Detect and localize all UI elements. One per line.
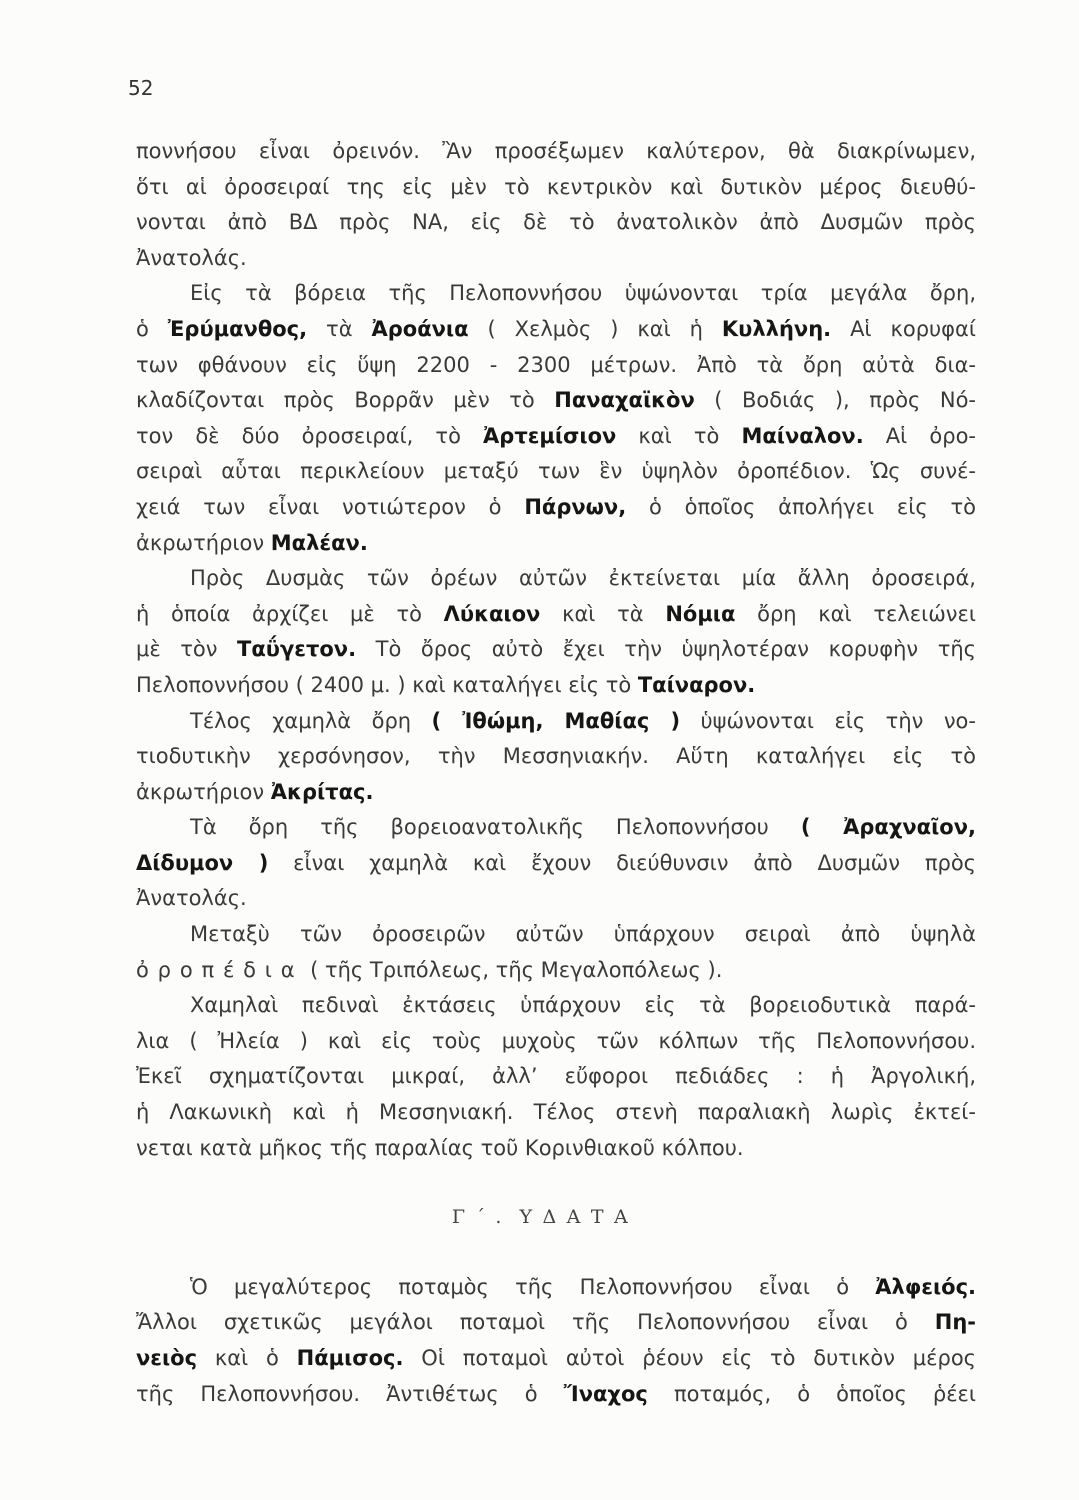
bold-term: Δίδυμον ) — [136, 850, 269, 875]
text-run: Τέλος χαμηλὰ ὄρη — [190, 708, 432, 733]
text-line — [136, 1270, 976, 1306]
bold-term: Νόμια — [665, 601, 736, 626]
text-run: νονται ἀπὸ ΒΔ πρὸς ΝΑ, εἰς δὲ τὸ ἀνατολικὸν ἀπὸ Δυσμῶν πρὸς — [136, 210, 976, 235]
text-line — [136, 1341, 976, 1377]
text-run: Τὰ ὄρη τῆς βορειοανατολικῆς Πελοποννήσου — [190, 815, 801, 840]
bold-term: Ταίναρον. — [637, 672, 756, 697]
text-line — [136, 704, 976, 740]
text-line — [136, 846, 976, 882]
text-line — [136, 241, 976, 277]
text-line — [136, 810, 976, 846]
text-line — [136, 953, 976, 989]
text-line — [136, 917, 976, 953]
paragraph — [136, 561, 976, 703]
text-run: νεται κατὰ μῆκος τῆς παραλίας τοῦ Κορινθιακοῦ κόλπου. — [136, 1135, 744, 1160]
text-run: τὰ — [307, 316, 372, 341]
text-line — [136, 205, 976, 241]
text-line — [136, 739, 976, 775]
letterspaced-term: ὀροπέδια — [136, 957, 304, 982]
text-line — [136, 1377, 976, 1413]
bold-term: ( Ἰθώμη, Μαθίας ) — [431, 708, 681, 733]
text-line — [136, 454, 976, 490]
text-run: τῆς Πελοποννήσου. Ἀντιθέτως ὁ — [136, 1381, 564, 1406]
bold-term: Παναχαϊκὸν — [554, 388, 695, 413]
text-line — [136, 1095, 976, 1131]
paragraph — [136, 810, 976, 917]
text-line — [136, 348, 976, 384]
text-run: Πρὸς Δυσμὰς τῶν ὀρέων αὐτῶν ἐκτείνεται μία ἄλλη ὀροσειρά, — [190, 566, 976, 591]
text-line — [136, 632, 976, 668]
text-run: ὁ ὁποῖος ἀπολήγει εἰς τὸ — [626, 494, 976, 519]
text-run: ὄρη καὶ τελειώνει — [735, 601, 976, 626]
text-run: Οἱ ποταμοὶ αὐτοὶ ῥέουν εἰς τὸ δυτικὸν μέρος — [403, 1346, 977, 1370]
text-line — [136, 490, 976, 526]
text-line — [136, 1131, 976, 1167]
paragraph — [136, 704, 976, 811]
text-run: ἡ Λακωνικὴ καὶ ἡ Μεσσηνιακή. Τέλος στενὴ παραλιακὴ λωρὶς ἐκτεί- — [136, 1100, 976, 1125]
section-number: Γ΄. — [451, 1206, 512, 1229]
text-run: Μεταξὺ τῶν ὀροσειρῶν αὐτῶν ὑπάρχουν σειραὶ ἀπὸ ὑψηλὰ — [190, 922, 976, 947]
text-run: εἶναι χαμηλὰ καὶ ἔχουν διεύθυνσιν ἀπὸ Δυσμῶν πρὸς — [268, 850, 976, 875]
text-run: τιοδυτικὴν χερσόνησον, τὴν Μεσσηνιακήν. Αὕτη καταλήγει εἰς τὸ — [136, 744, 976, 769]
paragraph — [136, 917, 976, 988]
text-run: ἡ ὁποία ἀρχίζει μὲ τὸ — [136, 601, 444, 626]
text-run: Πελοποννήσου ( 2400 μ. ) καὶ καταλήγει εἰς τὸ — [136, 672, 638, 697]
text-run: ὑψώνονται εἰς τὴν νο- — [680, 708, 976, 733]
bold-term: Λύκαιον — [443, 601, 541, 626]
text-run: κλαδίζονται πρὸς Βορρᾶν μὲν τὸ — [136, 388, 555, 413]
text-run: Αἱ κορυφαί — [831, 316, 976, 341]
text-run: ἀκρωτήριον — [136, 530, 271, 555]
bold-term: Ἀρτεμίσιον — [483, 423, 617, 448]
page-number: 52 — [128, 76, 154, 100]
text-line — [136, 419, 976, 455]
text-line — [136, 312, 976, 348]
bold-term: Ἀλφειός. — [875, 1274, 976, 1299]
text-line — [136, 276, 976, 312]
bold-term: Κυλλήνη. — [721, 316, 832, 341]
text-run: Εἰς τὰ βόρεια τῆς Πελοποννήσου ὑψώνονται τρία μεγάλα ὄρη, — [190, 281, 976, 306]
text-run: ποννήσου εἶναι ὀρεινόν. Ἂν προσέξωμεν καλύτερον, θὰ διακρίνωμεν, — [136, 139, 976, 163]
text-run: ( τῆς Τριπόλεως, τῆς Μεγαλοπόλεως ). — [303, 957, 723, 982]
paragraph — [136, 134, 976, 276]
text-run: των φθάνουν εἰς ὕψη 2200 - 2300 μέτρων. Ἀπὸ τὰ ὄρη αὐτὰ δια- — [136, 352, 976, 377]
paragraph — [136, 1270, 976, 1412]
text-run: Ἄλλοι σχετικῶς μεγάλοι ποταμοὶ τῆς Πελοποννήσου εἶναι ὁ — [136, 1310, 935, 1335]
bold-term: Πάμισος. — [296, 1346, 404, 1370]
text-run: ποταμός, ὁ ὁποῖος ῥέει — [647, 1381, 977, 1406]
section-heading — [136, 1200, 976, 1236]
paragraph — [136, 988, 976, 1166]
text-run: τον δὲ δύο ὀροσειραί, τὸ — [136, 423, 484, 448]
bold-term: Ἀροάνια — [371, 316, 469, 341]
text-run: ἀκρωτήριον — [136, 779, 271, 804]
text-run: χειά των εἶναι νοτιώτερον ὁ — [136, 494, 525, 519]
text-run: ὁ — [136, 316, 168, 341]
text-body — [136, 134, 976, 1412]
paragraph — [136, 276, 976, 561]
text-run: ( Βοδιάς ), πρὸς Νό- — [694, 388, 976, 413]
text-line — [136, 134, 976, 170]
bold-term: ( Ἀραχναῖον, — [800, 815, 976, 840]
section-title: ΥΔΑΤΑ — [519, 1206, 639, 1229]
text-line — [136, 1059, 976, 1095]
text-run: λια ( Ἠλεία ) καὶ εἰς τοὺς μυχοὺς τῶν κόλπων τῆς Πελοποννήσου. — [136, 1028, 976, 1053]
bold-term: Ἀκρίτας. — [270, 779, 374, 804]
text-line — [136, 1305, 976, 1341]
text-line — [136, 988, 976, 1024]
bold-term: Ταΰγετον. — [237, 637, 357, 662]
text-run: μὲ τὸν — [136, 637, 238, 662]
bold-term: Ἐρύμανθος, — [167, 316, 308, 341]
text-line — [136, 561, 976, 597]
text-line — [136, 775, 976, 811]
bold-term: Πη- — [934, 1310, 976, 1335]
text-line — [136, 526, 976, 562]
text-line — [136, 597, 976, 633]
bold-term: Ἴναχος — [563, 1381, 648, 1406]
text-run: ὅτι αἱ ὀροσειραί της εἰς μὲν τὸ κεντρικὸν καὶ δυτικὸν μέρος διευθύ- — [136, 174, 976, 199]
bold-term: Μαίναλον. — [741, 423, 864, 448]
text-line — [136, 668, 976, 704]
text-run: σειραὶ αὗται περικλείουν μεταξύ των ἓν ὑψηλὸν ὀροπέδιον. Ὡς συνέ- — [136, 459, 976, 484]
text-run: Ἐκεῖ σχηματίζονται μικραί, ἀλλ’ εὔφοροι πεδιάδες : ἡ Ἀργολική, — [136, 1064, 976, 1089]
bold-term: νειὸς — [136, 1346, 198, 1370]
text-run: καὶ τὸ — [616, 423, 742, 448]
text-run: καὶ τὰ — [540, 601, 666, 626]
text-line — [136, 1024, 976, 1060]
bold-term: Πάρνων, — [524, 494, 627, 519]
text-run: Ἀνατολάς. — [136, 886, 247, 911]
text-run: Αἱ ὀρο- — [863, 423, 976, 448]
text-run: καὶ ὁ — [197, 1346, 297, 1370]
text-run: Τὸ ὄρος αὐτὸ ἔχει τὴν ὑψηλοτέραν κορυφὴν τῆς — [356, 637, 976, 662]
text-run: Ἀνατολάς. — [136, 245, 247, 270]
bold-term: Μαλέαν. — [270, 530, 368, 555]
text-line — [136, 881, 976, 917]
text-run: ( Χελμὸς ) καὶ ἡ — [468, 316, 722, 341]
text-run: Χαμηλαὶ πεδιναὶ ἐκτάσεις ὑπάρχουν εἰς τὰ βορειοδυτικὰ παρά- — [190, 993, 976, 1018]
text-line — [136, 383, 976, 419]
text-line — [136, 170, 976, 206]
text-run: Ὁ μεγαλύτερος ποταμὸς τῆς Πελοποννήσου εἶναι ὁ — [190, 1274, 876, 1299]
